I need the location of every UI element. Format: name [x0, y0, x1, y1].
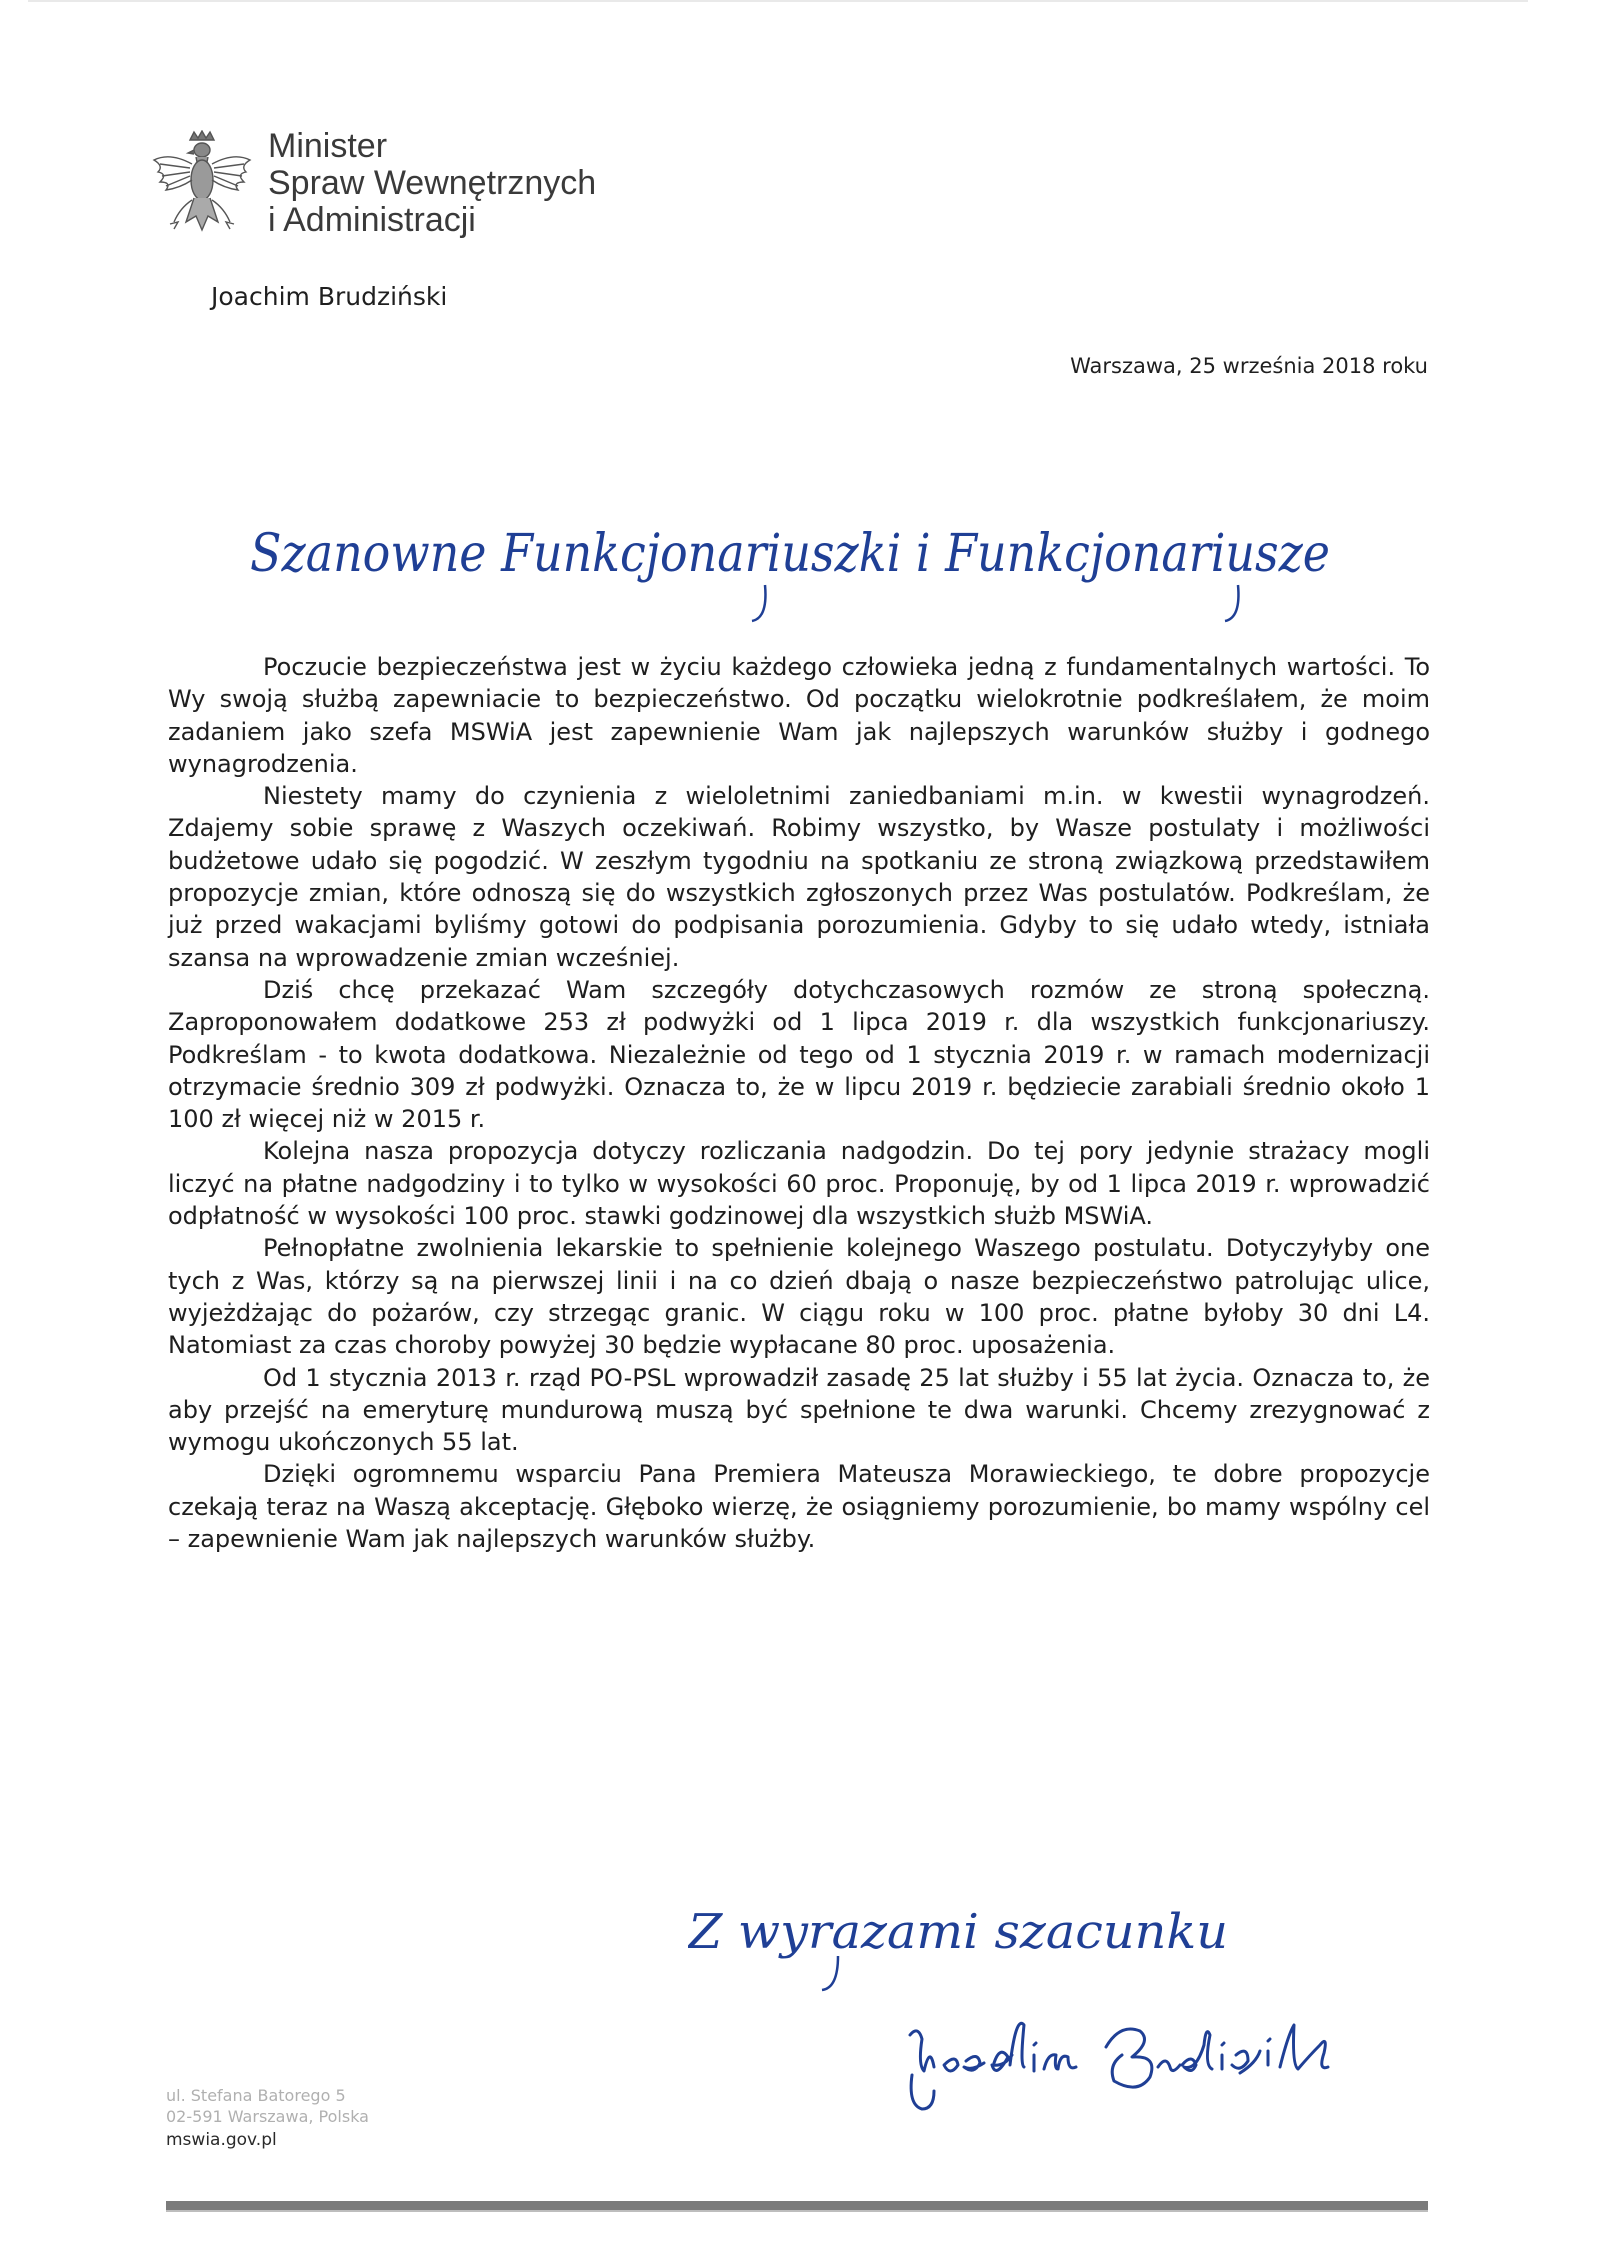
letter-date: Warszawa, 25 września 2018 roku	[1070, 354, 1428, 378]
org-line-1: Minister	[268, 127, 388, 165]
address-line-2: 02-591 Warszawa, Polska	[166, 2107, 369, 2126]
paragraph-2: Niestety mamy do czynienia z wieloletnimi zaniedbaniami m.in. w kwestii wynagrodzeń. Zdajemy sobie sprawę z Waszych oczekiwań. Robimy wszystko, by Wasze postulaty i możliwości budżetowe udało się pogodzić. W zeszłym tygodniu na spotkaniu ze stroną związkową przedstawiłem propozycje zmian, które odnoszą się do wszystkich zgłoszonych przez Was postulatów. Podkreślam, że już przed wakacjami byliśmy gotowi do podpisania porozumienia. Gdyby to się udało wtedy, istniała szansa na wprowadzenie zmian wcześniej.	[168, 782, 1430, 972]
paragraph-5: Pełnopłatne zwolnienia lekarskie to spełnienie kolejnego Waszego postulatu. Dotyczyłyby one tych z Was, którzy są na pierwszej linii i na co dzień dbają o nasze bezpieczeństwo patrolując ulice, wyjeżdżając do pożarów, czy strzegąc granic. W ciągu roku w 100 proc. płatne byłoby 30 dni L4. Natomiast za czas choroby powyżej 30 będzie wypłacane 80 proc. uposażenia.	[168, 1234, 1430, 1360]
footer-divider-thin	[166, 2210, 1428, 2212]
footer-address	[166, 2085, 369, 2151]
paragraph-1: Poczucie bezpieczeństwa jest w życiu każdego człowieka jedną z fundamentalnych wartości. To Wy swoją służbą zapewniacie to bezpieczeństwo. Od początku wielokrotnie podkreślałem, że moim zadaniem jako szefa MSWiA jest zapewnienie Wam jak najlepszych warunków służby i godnego wynagrodzenia.	[168, 653, 1430, 778]
paragraph-6: Od 1 stycznia 2013 r. rząd PO-PSL wprowadził zasadę 25 lat służby i 55 lat życia. Oznacza to, że aby przejść na emeryturę mundurową muszą być spełnione te dwa warunki. Chcemy zrezygnować z wymogu ukończonych 55 lat.	[168, 1363, 1430, 1457]
handwritten-closing	[688, 1890, 1248, 2000]
salutation-text: Szanowne Funkcjonariuszki i Funkcjonariusze	[250, 524, 1330, 584]
polish-eagle-emblem-icon	[150, 130, 255, 242]
paragraph-3: Dziś chcę przekazać Wam szczegóły dotychczasowych rozmów ze stroną społeczną. Zaproponowałem dodatkowe 253 zł podwyżki od 1 lipca 2019 r. dla wszystkich funkcjonariuszy. Podkreślam - to kwota dodatkowa. Niezależnie od tego od 1 stycznia 2019 r. w ramach modernizacji otrzymacie średnio 309 zł podwyżki. Oznacza to, że w lipcu 2019 r. będziecie zarabiali średnio około 1 100 zł więcej niż w 2015 r.	[168, 975, 1430, 1134]
signature	[900, 2005, 1420, 2155]
letter-body	[168, 651, 1430, 1555]
footer-divider-bar	[166, 2201, 1428, 2210]
paragraph-4: Kolejna nasza propozycja dotyczy rozliczania nadgodzin. Do tej pory jedynie strażacy mogli liczyć na płatne nadgodziny i to tylko w wysokości 60 proc. Proponuję, by od 1 lipca 2019 r. wprowadzić odpłatność w wysokości 100 proc. stawki godzinowej dla wszystkich służb MSWiA.	[168, 1137, 1430, 1231]
org-line-2: Spraw Wewnętrznych	[268, 164, 597, 202]
minister-name: Joachim Brudziński	[211, 282, 448, 311]
address-line-1: ul. Stefana Batorego 5	[166, 2086, 346, 2105]
handwritten-salutation	[220, 493, 1420, 628]
signature-drawing	[900, 2005, 1420, 2155]
ministry-heading	[268, 128, 596, 239]
website-link[interactable]: mswia.gov.pl	[166, 2130, 277, 2150]
paragraph-7: Dzięki ogromnemu wsparciu Pana Premiera Mateusza Morawieckiego, te dobre propozycje czekają teraz na Waszą akceptację. Głęboko wierzę, że osiągniemy porozumienie, bo mamy wspólny cel – zapewnienie Wam jak najlepszych warunków służby.	[168, 1460, 1430, 1554]
org-line-3: i Administracji	[268, 201, 476, 239]
closing-text: Z wyrazami szacunku	[688, 1904, 1228, 1960]
top-border-line	[28, 0, 1528, 2]
